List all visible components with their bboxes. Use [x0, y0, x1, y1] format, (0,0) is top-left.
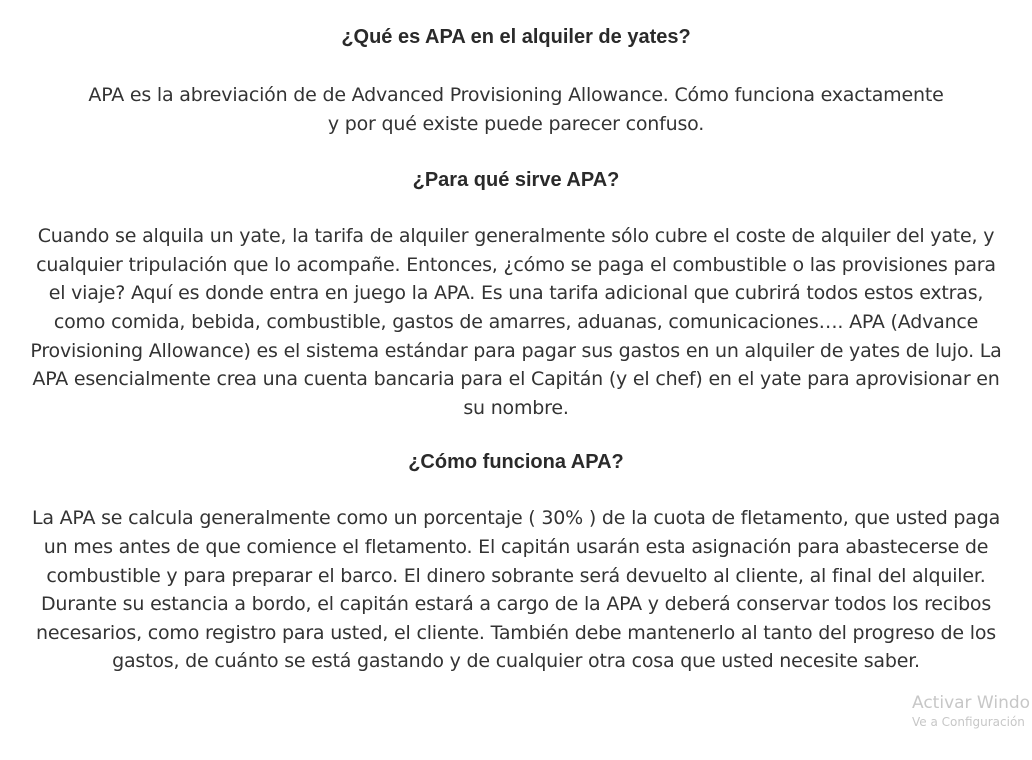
article	[30, 22, 1002, 676]
section-body-what-is-apa: APA es la abreviación de de Advanced Provisioning Allowance. Cómo funciona exactamente y por qué existe puede parecer confuso.	[88, 84, 944, 135]
section-body-how-apa-works: La APA se calcula generalmente como un porcentaje ( 30% ) de la cuota de fletamento, que usted paga un mes antes de que comience el fletamento. El capitán usarán esta asignación para abastecerse de combustible y para preparar el barco. El dinero sobrante será devuelto al cliente, al final del alquiler. Durante su estancia a bordo, el capitán estará a cargo de la APA y deberá conservar todos los recibos necesarios, como registro para usted, el cliente. También debe mantenerlo al tanto del progreso de los gastos, de cuánto se está gastando y de cualquier otra cosa que usted necesite saber.	[31, 507, 1001, 673]
activate-windows-watermark	[912, 692, 1030, 730]
watermark-subtitle: Ve a Configuración	[912, 715, 1025, 729]
section-heading-purpose-apa: ¿Para qué sirve APA?	[412, 169, 620, 192]
watermark-title: Activar Windo	[912, 693, 1031, 713]
section-heading-what-is-apa: ¿Qué es APA en el alquiler de yates?	[341, 26, 691, 48]
section-heading-how-apa-works: ¿Cómo funciona APA?	[408, 451, 624, 474]
section-body-purpose-apa: Cuando se alquila un yate, la tarifa de alquiler generalmente sólo cubre el coste de alquiler del yate, y cualquier tripulación que lo acompañe. Entonces, ¿cómo se paga el combustible o las provisiones para el viaje? Aquí es donde entra en juego la APA. Es una tarifa adicional que cubrirá todos estos extras, como comida, bebida, combustible, gastos de amarres, aduanas, comunicaciones…. APA (Advance Provisioning Allowance) es el sistema estándar para pagar sus gastos en un alquiler de yates de lujo. La APA esencialmente crea una cuenta bancaria para el Capitán (y el chef) en el yate para aprovisionar en su nombre.	[30, 225, 1002, 419]
